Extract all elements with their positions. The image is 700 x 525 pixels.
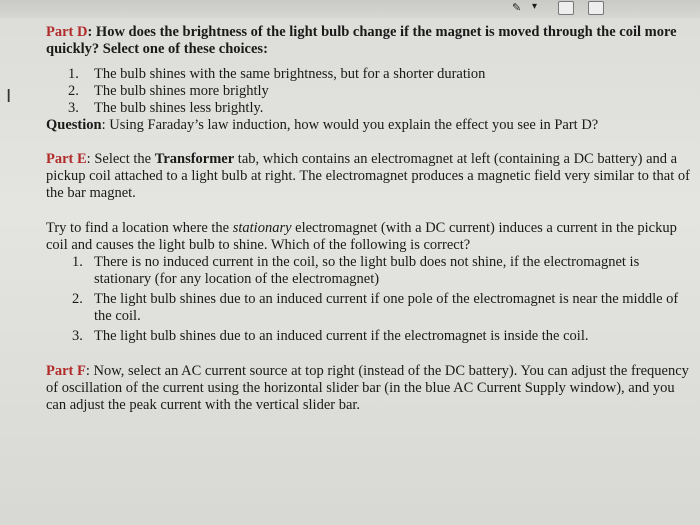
list-item: 3. The bulb shines less brightly.: [68, 100, 264, 116]
list-item: 2. The bulb shines more brightly: [68, 83, 269, 99]
part-d-question: [46, 117, 696, 134]
part-d-choices: [46, 66, 696, 117]
part-d-label: Part D: [46, 24, 88, 40]
part-f-label: Part F: [46, 363, 86, 379]
list-item: 3. The light bulb shines due to an induced current if the electromagnet is inside the coil.: [72, 328, 589, 344]
part-d-text: : How does the brightness of the light bulb change if the magnet is moved through the coil more quickly? Select one of these choices:: [46, 24, 677, 57]
part-d-prompt: [46, 24, 696, 58]
toolbar: [0, 0, 700, 18]
window-icon[interactable]: [558, 1, 574, 15]
pen-icon[interactable]: ✎: [512, 1, 522, 14]
question-label: Question: [46, 117, 102, 133]
part-e-choices: [46, 254, 696, 345]
list-item: 1. There is no induced current in the coil, so the light bulb does not shine, if the electromagnet is stationary (for any location of the electromagnet): [72, 254, 640, 287]
list-item: 2. The light bulb shines due to an induced current if one pole of the electromagnet is near the middle of the coil.: [72, 291, 679, 324]
text-cursor-icon: I: [6, 86, 12, 107]
stationary-italic: stationary: [232, 220, 292, 236]
document-body: [46, 18, 696, 414]
part-e-prompt: Part E: Select the Transformer tab, which contains an electromagnet at left (containing a DC battery) and a pickup coil attached to a light bulb at right. The electromagnet produces a magnetic field very similar to that of the bar magnet.: [46, 151, 690, 201]
add-icon[interactable]: [588, 1, 604, 15]
part-f-prompt: Part F: Now, select an AC current source at top right (instead of the DC battery). You can adjust the frequency of oscillation of the current using the horizontal slider bar (in the blue AC Current Supply window), and you can adjust the peak current with the vertical slider bar.: [46, 363, 689, 413]
chevron-down-icon[interactable]: ▾: [532, 1, 538, 12]
part-e-try: Try to find a location where the stationary electromagnet (with a DC current) induces a current in the pickup coil and causes the light bulb to shine. Which of the following is correct?: [46, 220, 677, 253]
list-item: 1. The bulb shines with the same brightness, but for a shorter duration: [68, 66, 486, 82]
part-e-label: Part E: [46, 151, 87, 167]
transformer-bold: Transformer: [154, 151, 235, 167]
question-text: : Using Faraday’s law induction, how would you explain the effect you see in Part D?: [101, 117, 599, 133]
